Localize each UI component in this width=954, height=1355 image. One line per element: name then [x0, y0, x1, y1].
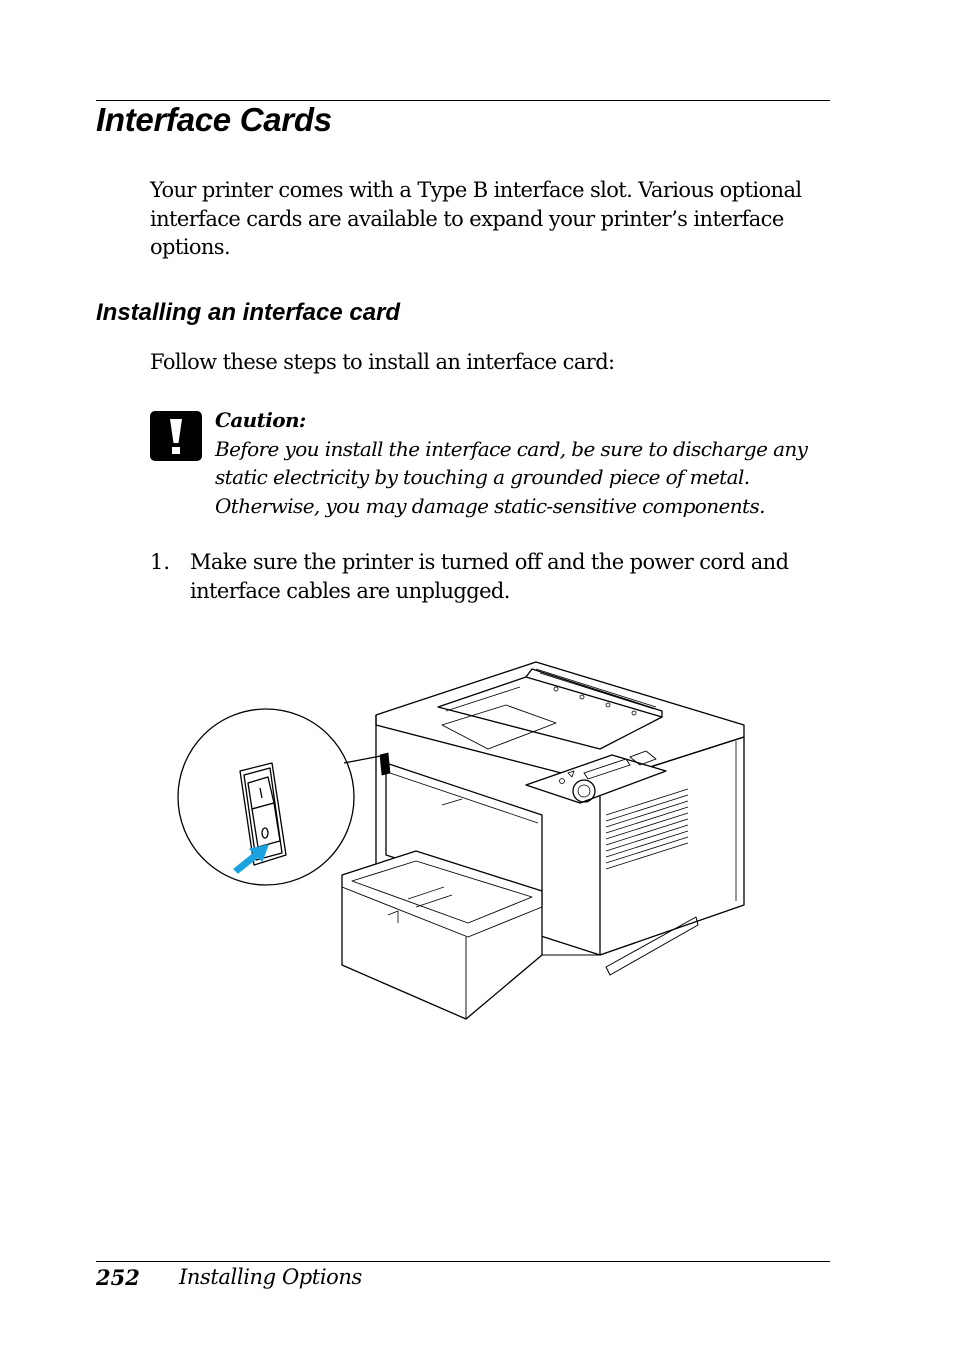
printer-power-switch-illustration [176, 655, 751, 1025]
section-title: Interface Cards [96, 101, 332, 138]
step-text: Make sure the printer is turned off and the power cord and interface cables are unplugged. [190, 550, 789, 603]
footer-section-name: Installing Options [179, 1265, 362, 1289]
printer-drawing [342, 662, 744, 1019]
footer-rule [96, 1261, 830, 1262]
intro-paragraph: Your printer comes with a Type B interface slot. Various optional interface cards are available to expand your printer’s interface options. [150, 178, 802, 259]
exclamation-icon [150, 411, 202, 461]
lead-paragraph: Follow these steps to install an interface card: [150, 350, 615, 374]
power-switch-callout [178, 709, 386, 885]
caution-note [215, 406, 825, 520]
caution-title: Caution: [215, 408, 306, 432]
step-number: 1. [150, 550, 171, 574]
page-number: 252 [96, 1265, 140, 1290]
caution-text: Before you install the interface card, be sure to discharge any static electricity by touching a grounded piece of metal. Otherwise, you may damage static-sensitive components. [215, 436, 808, 518]
subsection-title: Installing an interface card [96, 299, 401, 326]
